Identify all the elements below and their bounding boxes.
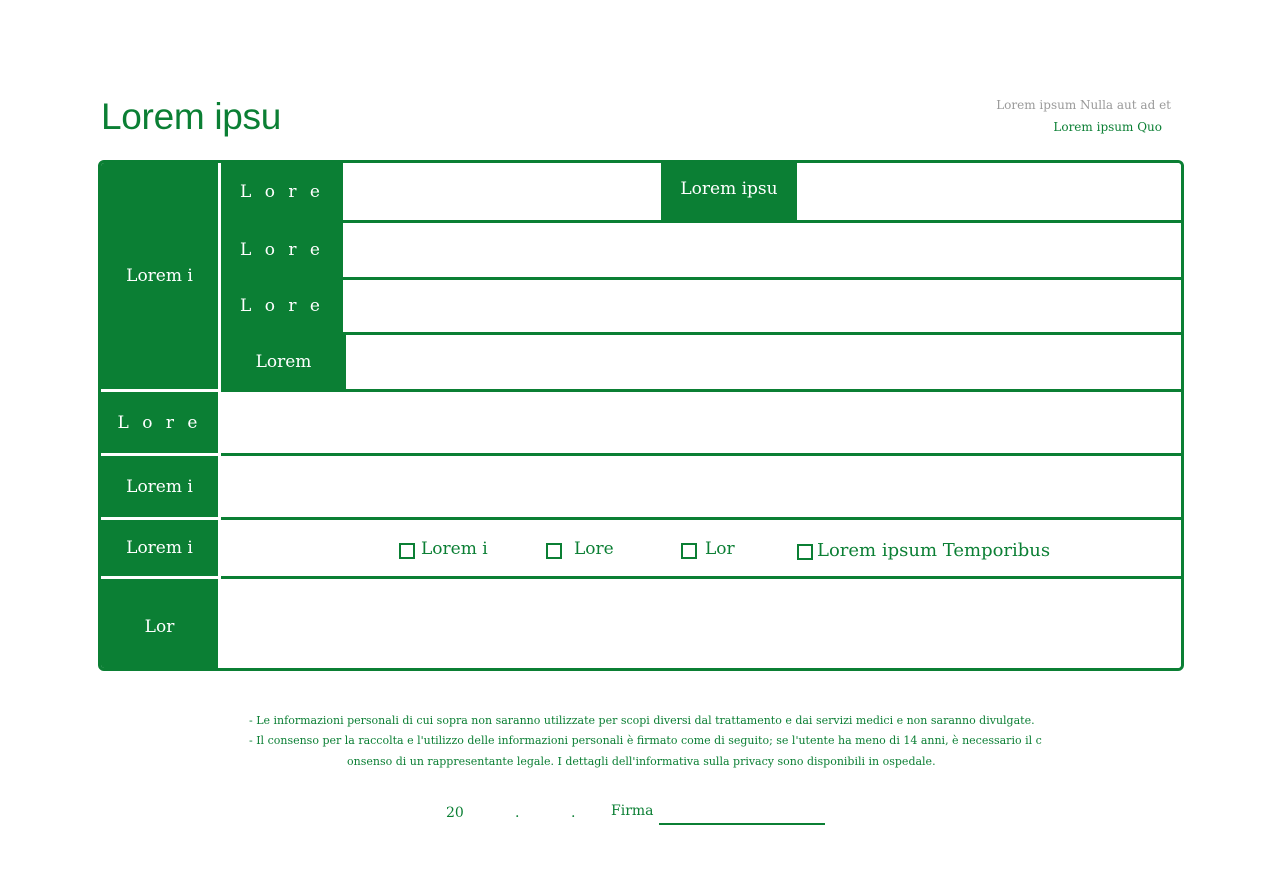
sub-row-label-3 [221,280,343,332]
checkbox-1[interactable] [399,543,415,559]
field-row-3[interactable] [346,280,1181,332]
meta-line-2: Lorem ipsum Quo [1053,120,1162,134]
note-line-1: - Le informazioni personali di cui sopra non saranno utilizzate per scopi diversi dal trattamento e dai servizi medici e non saranno divulgate. [249,714,1035,727]
inline-label-text: Lorem ipsu [680,179,778,199]
checkbox-3[interactable] [681,543,697,559]
option-3[interactable] [681,539,735,559]
option-1[interactable] [399,539,488,559]
note-line-3: onsenso di un rappresentante legale. I dettagli dell'informativa sulla privacy sono disponibili in ospedale. [347,755,936,768]
date-dot-1: . [515,805,520,821]
patient-form [98,160,1184,671]
sub-row-label-2 [221,223,343,277]
page-title: Lorem ipsu [101,96,282,137]
sub-row-label-text: L o r e [240,181,324,202]
field-row-5[interactable] [221,392,1181,453]
checkbox-4[interactable] [797,544,813,560]
inline-label [661,163,797,220]
option-4[interactable] [797,540,1050,561]
sub-row-label-4 [221,335,346,389]
option-label: Lorem i [421,539,488,559]
row-label-1 [101,392,218,453]
option-label: Lorem ipsum Temporibus [817,540,1051,561]
sub-row-label-text: L o r e [240,240,324,260]
group-label [101,163,218,389]
row-divider [221,517,1184,520]
field-row-2[interactable] [346,223,1181,277]
option-label: Lore [574,539,614,559]
row-divider [221,332,1184,335]
date-year: 20 [446,805,464,821]
sub-row-label-text: L o r e [240,296,324,316]
field-row-4[interactable] [346,335,1181,389]
meta-line-1: Lorem ipsum Nulla aut ad et [996,98,1171,112]
group-label-text: Lorem i [126,266,193,286]
row-divider [221,277,1184,280]
signature-line[interactable] [659,823,825,825]
signature-label: Firma [611,803,654,819]
checkbox-2[interactable] [546,543,562,559]
row-label-2 [101,456,218,517]
option-2[interactable] [546,539,614,559]
note-line-2: - Il consenso per la raccolta e l'utilizzo delle informazioni personali è firmato come di seguito; se l'utente ha meno di 14 anni, è necessario il c [249,734,1042,747]
signature-row [0,803,1280,827]
row-label-text: Lorem i [126,538,193,558]
row-label-text: Lorem i [126,476,193,497]
row-label-4 [101,579,218,671]
row-label-text: Lor [144,616,175,637]
field-row-1b[interactable] [797,163,1181,220]
row-divider [221,220,1184,223]
field-row-1a[interactable] [346,163,661,220]
sub-row-label-1 [221,163,343,220]
date-dot-2: . [571,805,576,821]
sub-row-label-text: Lorem [255,352,312,372]
row-label-3 [101,520,218,576]
field-row-6[interactable] [221,456,1181,517]
option-label: Lor [705,539,735,559]
field-row-8[interactable] [221,579,1181,669]
row-label-text: L o r e [117,412,202,433]
